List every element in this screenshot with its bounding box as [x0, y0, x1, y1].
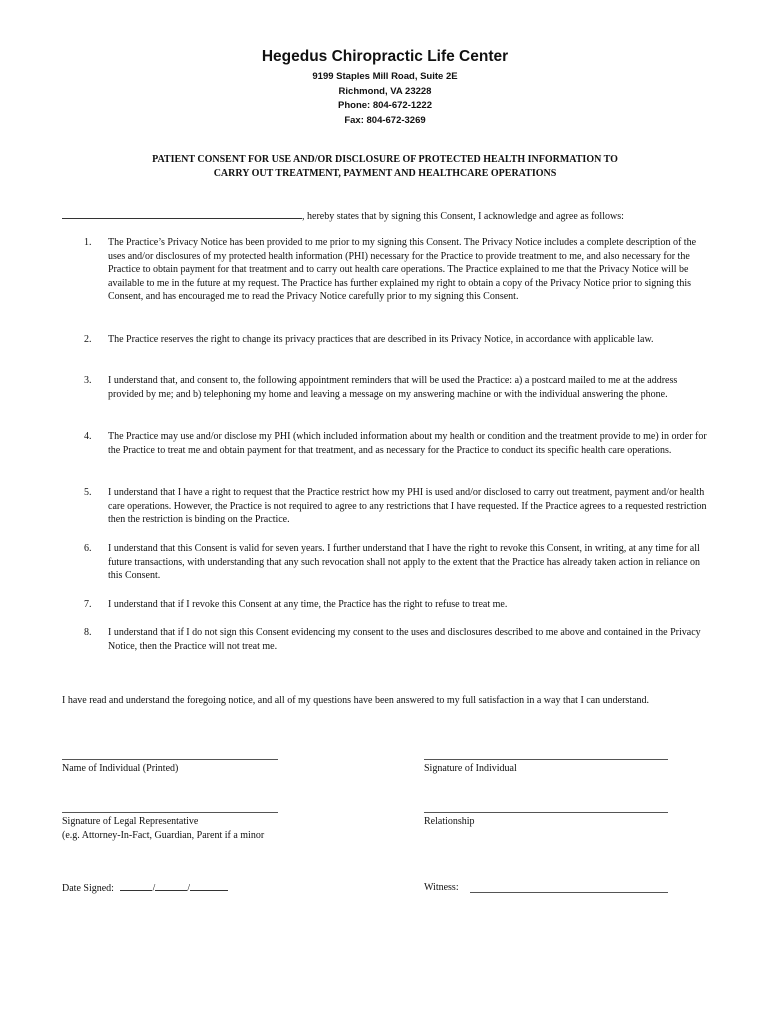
patient-name-blank[interactable]	[62, 208, 302, 219]
consent-item	[84, 486, 709, 527]
date-signed-field	[62, 881, 228, 896]
item-number: 2.	[84, 334, 92, 345]
consent-item	[84, 626, 709, 653]
name-printed-label: Name of Individual (Printed)	[62, 763, 179, 774]
item-text: I understand that this Consent is valid for seven years. I further understand that I have the right to revoke this Consent, in writing, at any time for all future transactions, with understanding that any such revocation shall not apply to the extent that the Practice has already taken action in reliance on this Consent.	[108, 543, 701, 581]
document-title-line2: CARRY OUT TREATMENT, PAYMENT AND HEALTHCARE OPERATIONS	[213, 168, 557, 179]
item-text: I understand that, and consent to, the following appointment reminders that will be used the Practice: a) a postcard mailed to me at the address provided by me; and b) telephoning my home and leaving a message on my answering machine or with the individual answering the phone.	[108, 375, 678, 400]
signature-individual-line[interactable]	[424, 759, 668, 760]
practice-address-line2: Richmond, VA 23228	[338, 85, 432, 97]
practice-fax: Fax: 804-672-3269	[344, 114, 426, 126]
acknowledgement-text: I have read and understand the foregoing notice, and all of my questions have been answered to my full satisfaction in a way that I can understand.	[62, 695, 650, 706]
date-month-blank[interactable]	[120, 881, 152, 891]
item-text: The Practice reserves the right to change its privacy practices that are described in its Privacy Notice, in accordance with applicable law.	[108, 334, 654, 345]
date-separator: /	[152, 883, 156, 894]
relationship-line[interactable]	[424, 812, 668, 813]
practice-address-line1: 9199 Staples Mill Road, Suite 2E	[312, 71, 458, 82]
intro-text: , hereby states that by signing this Consent, I acknowledge and agree as follows:	[302, 211, 624, 222]
document-title-line1: PATIENT CONSENT FOR USE AND/OR DISCLOSURE OF PROTECTED HEALTH INFORMATION TO	[152, 154, 618, 165]
signature-individual-label: Signature of Individual	[424, 763, 517, 774]
consent-item	[84, 333, 709, 347]
item-number: 1.	[84, 237, 92, 248]
item-number: 6.	[84, 543, 92, 554]
item-number: 8.	[84, 627, 92, 638]
item-number: 5.	[84, 487, 92, 498]
name-printed-line[interactable]	[62, 759, 278, 760]
practice-phone: Phone: 804-672-1222	[338, 100, 432, 111]
date-signed-label: Date Signed:	[62, 883, 114, 894]
consent-item	[84, 430, 709, 457]
item-text: The Practice’s Privacy Notice has been provided to me prior to my signing this Consent. The Privacy Notice includes a complete description of the uses and/or disclosures of my protected health information (PHI) necessary for the Practice to provide treatment to me, and also necessary for the Practice to obtain payment for that treatment and to carry out health care operations. The Practice explained to me that the Privacy Notice will be available to me in the future at my request. The Practice has further explained my right to obtain a copy of the Privacy Notice prior to signing this Consent, and has encouraged me to read the Privacy Notice carefully prior to my signing this Consent.	[108, 237, 697, 302]
item-text: I understand that if I do not sign this Consent evidencing my consent to the uses and disclosures described to me above and contained in the Privacy Notice, then the Practice will not treat me.	[108, 627, 701, 652]
item-number: 7.	[84, 599, 92, 610]
consent-item	[84, 374, 709, 401]
letterhead	[0, 48, 770, 128]
intro-statement	[62, 208, 712, 222]
date-separator: /	[187, 883, 190, 894]
legal-rep-label: Signature of Legal Representative	[62, 816, 199, 827]
practice-name: Hegedus Chiropractic Life Center	[261, 48, 509, 65]
witness-label: Witness:	[424, 882, 459, 893]
item-number: 3.	[84, 375, 92, 386]
date-day-blank[interactable]	[155, 881, 187, 891]
relationship-label: Relationship	[424, 816, 475, 827]
item-number: 4.	[84, 431, 92, 442]
consent-item	[84, 236, 709, 304]
item-text: The Practice may use and/or disclose my PHI (which included information about my health or condition and the treatment provide to me) in order for the Practice to treat me and obtain payment for that treatment, and as necessary for the Practice to conduct its specific health care operations.	[108, 431, 707, 456]
item-text: I understand that if I revoke this Consent at any time, the Practice has the right to refuse to treat me.	[108, 599, 508, 610]
legal-rep-signature-line[interactable]	[62, 812, 278, 813]
document-title	[60, 153, 710, 181]
item-text: I understand that I have a right to request that the Practice restrict how my PHI is used and/or disclosed to carry out treatment, payment and/or health care operations. However, the Practice is not required to agree to any restrictions that I have requested. If the Practice agrees to a requested restriction then the restriction is binding on the Practice.	[108, 487, 707, 525]
date-year-blank[interactable]	[190, 881, 228, 891]
consent-item	[84, 598, 709, 612]
consent-item	[84, 542, 709, 583]
witness-line[interactable]	[470, 892, 668, 893]
legal-rep-note: (e.g. Attorney-In-Fact, Guardian, Parent if a minor	[62, 830, 265, 841]
